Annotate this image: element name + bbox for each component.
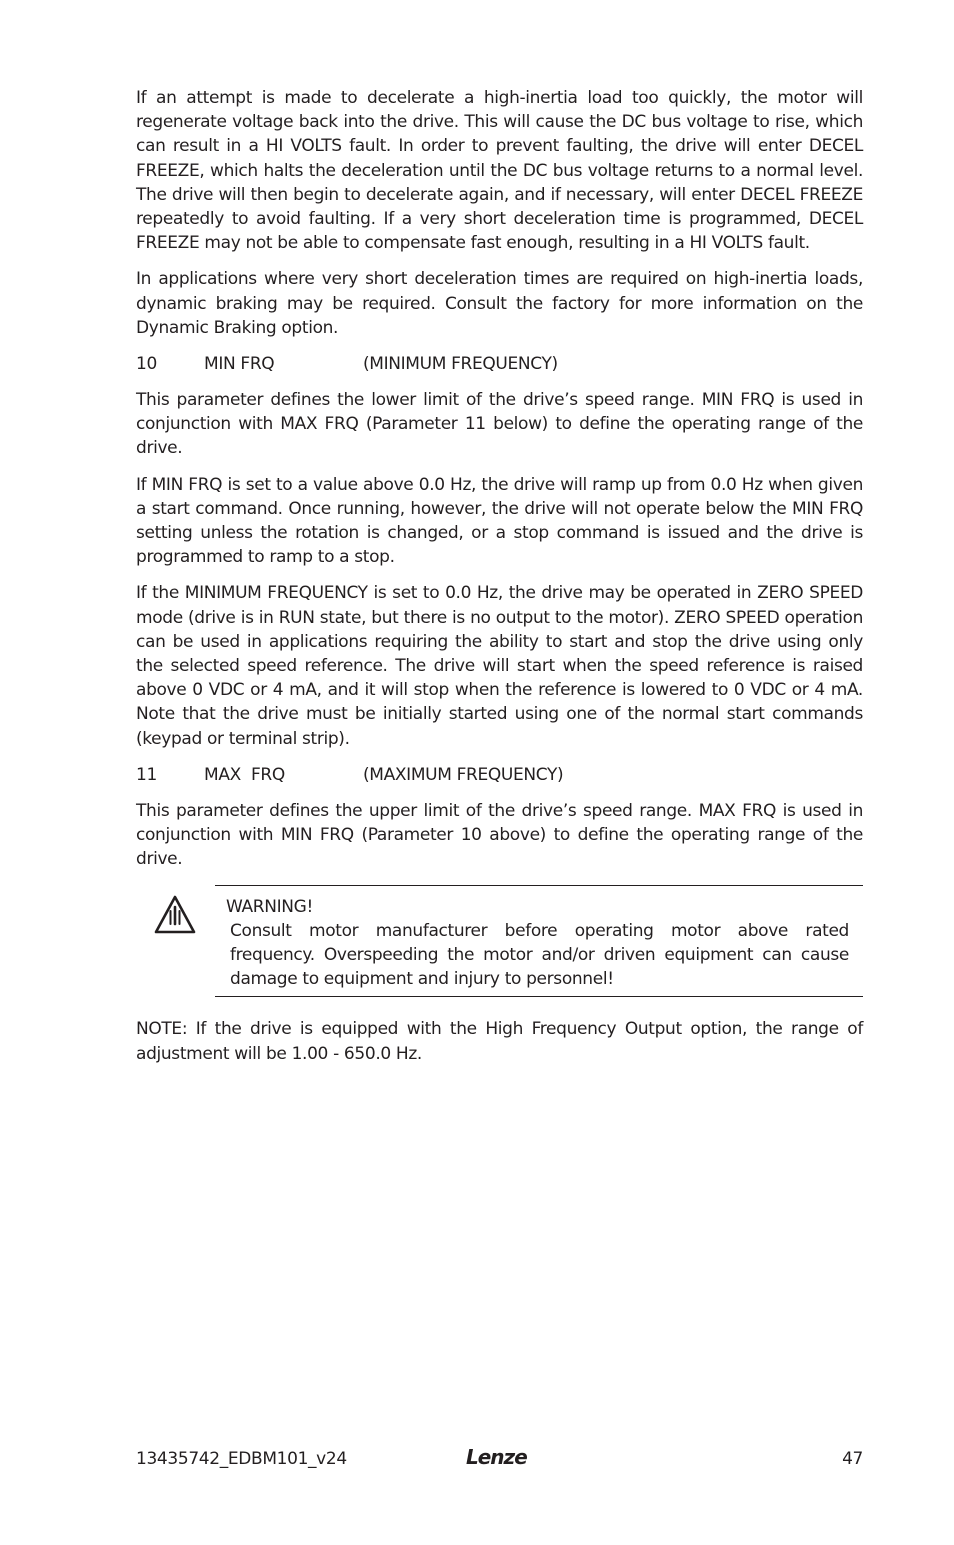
paragraph-max-frq-definition: This parameter defines the upper limit of the drive’s speed range. MAX FRQ is used in conjunction with MIN FRQ (Parameter 10 above) to define the operating range of the drive. (136, 800, 863, 870)
warning-box (215, 885, 863, 997)
parameter-heading-10 (136, 352, 863, 376)
paragraph-zero-speed: If the MINIMUM FREQUENCY is set to 0.0 Hz, the drive may be operated in ZERO SPEED mode (drive is in RUN state, but there is no output to the motor). ZERO SPEED operation can be used in applications requiring the ability to start and stop the drive using only the selected speed reference. The drive will start when the speed reference is raised above 0 VDC or 4 mA, and it will stop when the reference is lowered to 0 VDC or 4 mA. Note that the drive must be initially started using one of the normal start commands (keypad or terminal strip). (136, 583, 863, 749)
warning-title: WARNING! (226, 897, 313, 918)
note-high-frequency: NOTE: If the drive is equipped with the High Frequency Output option, the range of adjustment will be 1.00 - 650.0 Hz. (136, 1019, 863, 1064)
paragraph-decel-freeze: If an attempt is made to decelerate a high-inertia load too quickly, the motor will regenerate voltage back into the drive. This will cause the DC bus voltage to rise, which can result in a HI VOLTS fault. In order to prevent faulting, the drive will enter DECEL FREEZE, which halts the deceleration until the DC bus voltage returns to a normal level. The drive will then begin to decelerate again, and if necessary, will enter DECEL FREEZE repeatedly to avoid faulting. If a very short deceleration time is programmed, DECEL FREEZE may not be able to compensate fast enough, resulting in a HI VOLTS fault. (136, 88, 863, 254)
paragraph-min-frq-ramp: If MIN FRQ is set to a value above 0.0 Hz, the drive will ramp up from 0.0 Hz when given a start command. Once running, however, the drive will not operate below the MIN FRQ setting unless the rotation is changed, or a stop command is issued and the drive is programmed to ramp to a stop. (136, 474, 863, 568)
parameter-name: (MAXIMUM FREQUENCY) (363, 764, 564, 785)
parameter-name: (MINIMUM FREQUENCY) (363, 354, 558, 375)
parameter-code: MIN FRQ (204, 354, 275, 375)
parameter-heading-11 (136, 763, 863, 787)
paragraph-min-frq-definition: This parameter defines the lower limit of the drive’s speed range. MIN FRQ is used in conjunction with MAX FRQ (Parameter 11 below) to define the operating range of the drive. (136, 390, 863, 459)
lenze-logo: Lenze (466, 1445, 527, 1469)
warning-text: Consult motor manufacturer before operating motor above rated frequency. Overspeeding the motor and/or driven equipment can cause damage to equipment and injury to personnel! (230, 921, 849, 990)
parameter-number: 11 (136, 764, 157, 785)
document-id: 13435742_EDBM101_v24 (136, 1449, 347, 1469)
warning-triangle-icon (153, 894, 197, 936)
parameter-code: MAX FRQ (204, 764, 285, 785)
page-footer (136, 1444, 863, 1474)
page-number: 47 (842, 1449, 863, 1469)
parameter-number: 10 (136, 354, 157, 375)
paragraph-dynamic-braking: In applications where very short deceleration times are required on high-inertia loads, dynamic braking may be required. Consult the factory for more information on the Dynamic Braking option. (136, 269, 863, 338)
page-content (136, 86, 863, 1078)
